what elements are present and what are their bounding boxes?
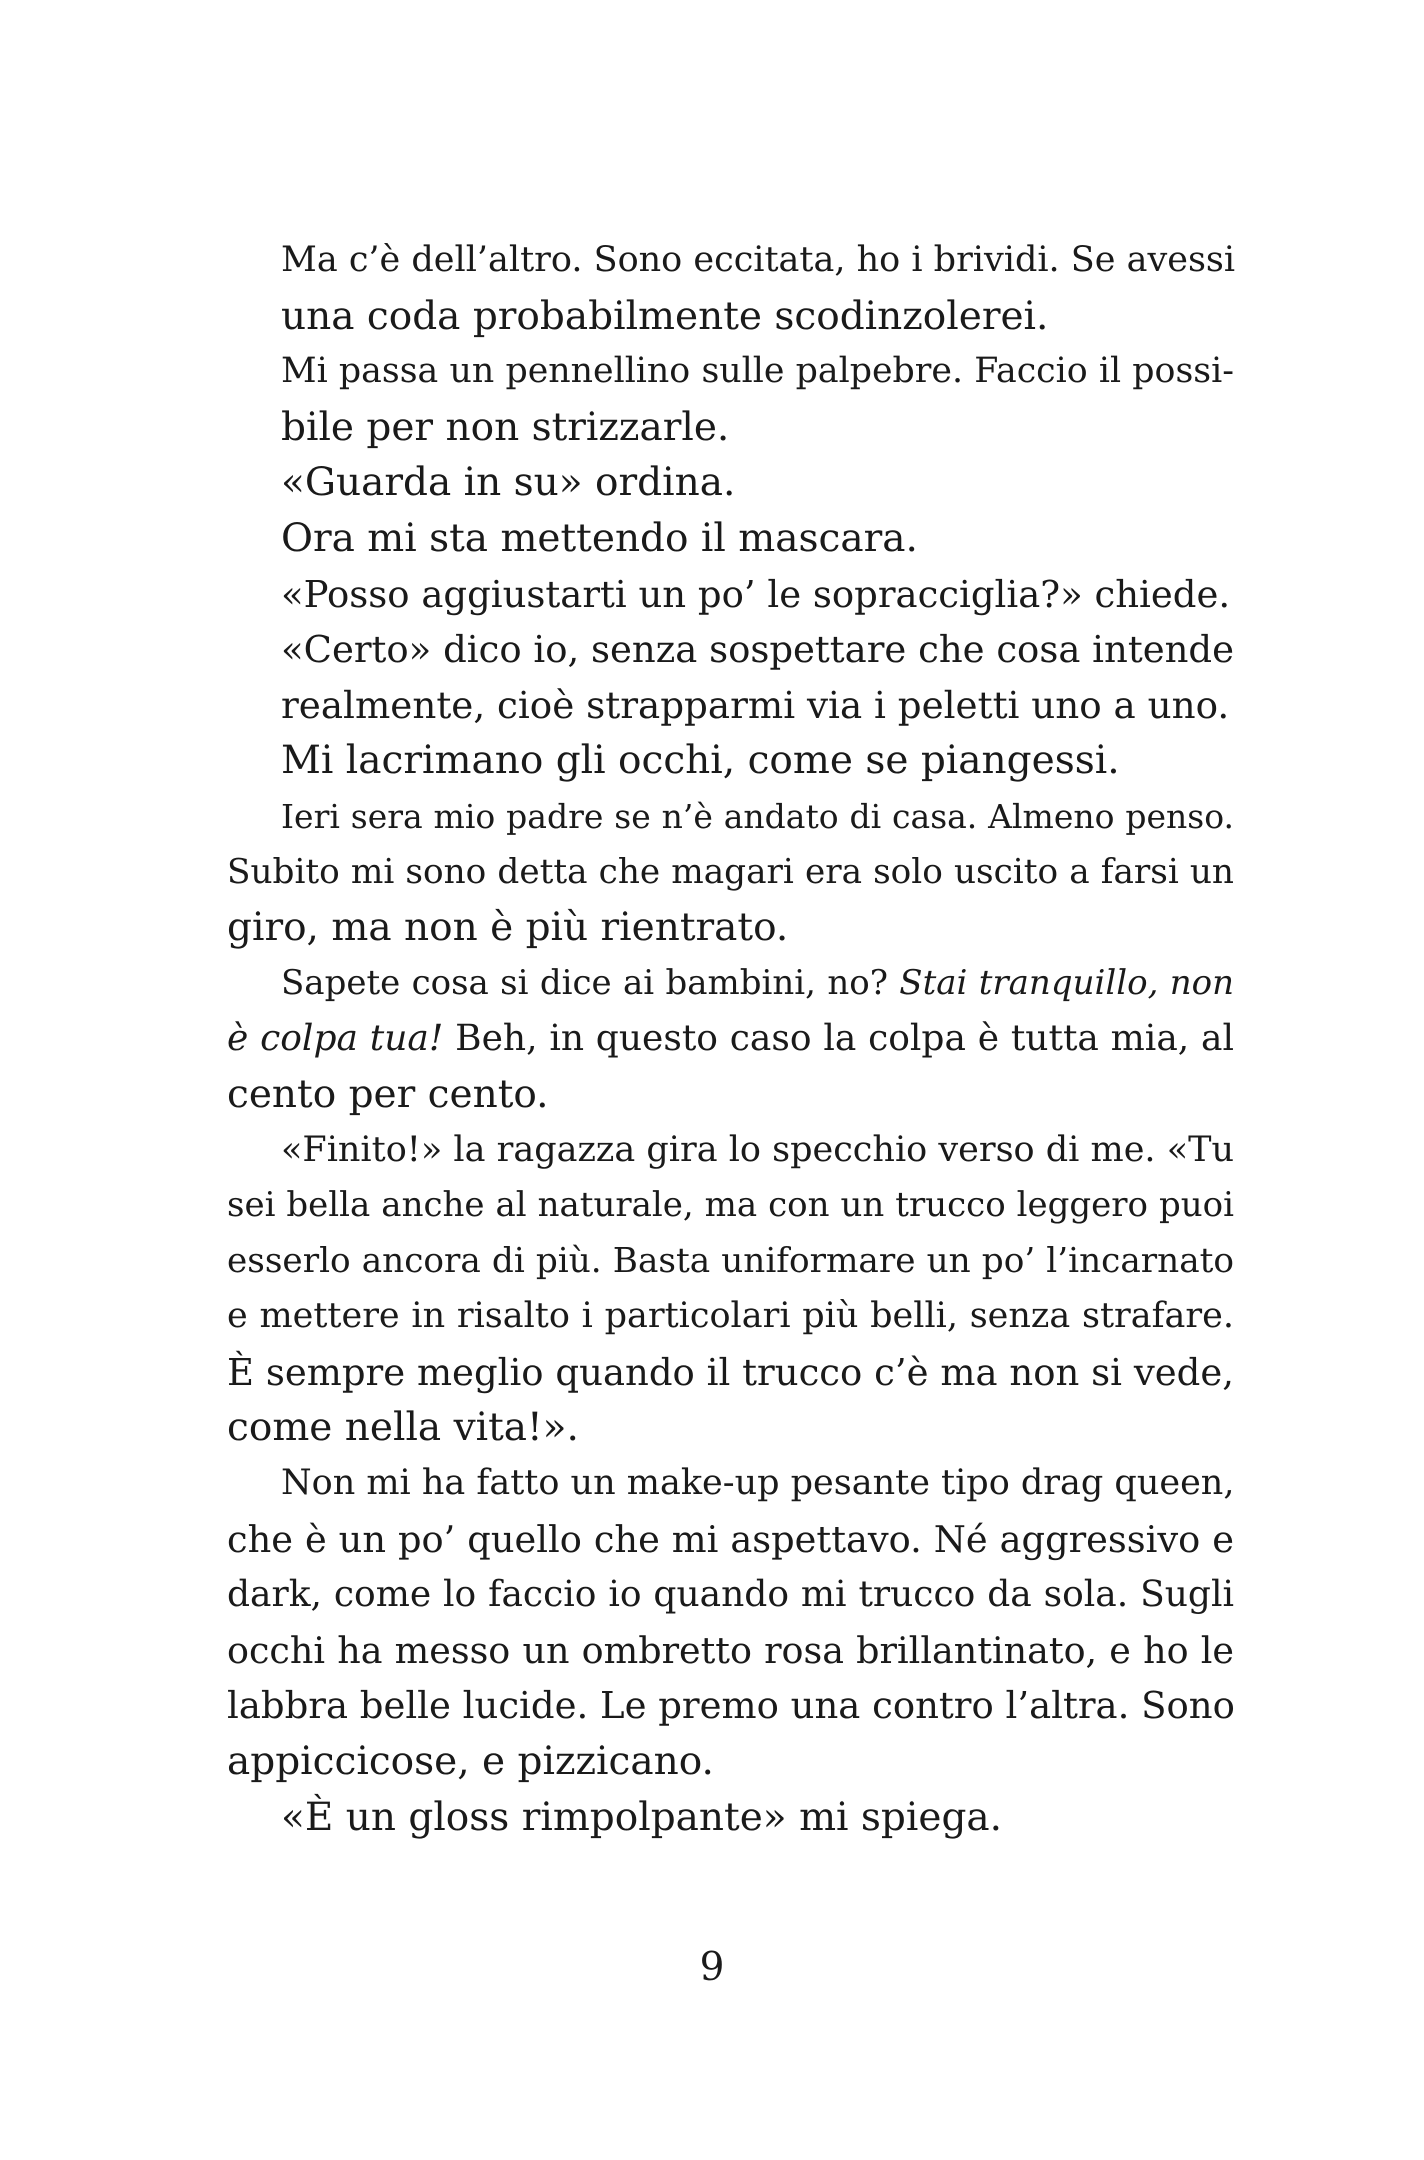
text-line: «Finito!» la ragazza gira lo specchio verso di me. «Tu [281, 1129, 1234, 1170]
text-line: esserlo ancora di più. Basta uniformare un po’ l’incarnato [227, 1240, 1234, 1281]
text-line: dark, come lo faccio io quando mi trucco da sola. Sugli [227, 1574, 1234, 1616]
text-line [227, 1011, 1234, 1067]
italic-text: è colpa tua! [227, 1018, 444, 1060]
text-line: «Certo» dico io, senza sospettare che cosa intende [281, 628, 1234, 672]
paragraph [227, 1456, 1234, 1790]
text-line: cento per cento. [227, 1071, 549, 1117]
text-line: una coda probabilmente scodinzolerei. [281, 293, 1049, 339]
text-run: Beh, in questo caso la colpa è tutta mia, al [443, 1018, 1234, 1060]
paragraph [227, 789, 1234, 956]
text-line: «È un gloss rimpolpante» mi spiega. [281, 1794, 1003, 1840]
text-line: È sempre meglio quando il trucco c’è ma non si vede, [227, 1350, 1234, 1394]
italic-text: Stai tranquillo, non [899, 962, 1234, 1003]
text-line: labbra belle lucide. Le premo una contro l’altra. Sono [227, 1684, 1235, 1728]
text-line: e mettere in risalto i particolari più belli, senza strafare. [227, 1296, 1234, 1337]
text-line: Mi lacrimano gli occhi, come se piangessi. [281, 738, 1120, 784]
paragraph [227, 1790, 1234, 1846]
text-line: che è un po’ quello che mi aspettavo. Né aggressivo e [227, 1517, 1234, 1561]
text-line: giro, ma non è più rientrato. [227, 905, 789, 951]
text-line: bile per non strizzarle. [281, 404, 730, 450]
text-line: «Guarda in su» ordina. [281, 460, 736, 506]
paragraph [227, 344, 1234, 455]
text-line: Ieri sera mio padre se n’è andato di casa. Almeno penso. [281, 796, 1234, 836]
paragraph [227, 233, 1234, 344]
paragraph [227, 455, 1234, 511]
text-run: Sapete cosa si dice ai bambini, no? [281, 962, 900, 1003]
paragraph [227, 567, 1234, 623]
text-line: Ma c’è dell’altro. Sono eccitata, ho i brividi. Se avessi [281, 240, 1236, 280]
text-line: sei bella anche al naturale, ma con un trucco leggero puoi [227, 1185, 1234, 1226]
paragraph [227, 1123, 1234, 1457]
text-line: Mi passa un pennellino sulle palpebre. Faccio il possi- [281, 351, 1234, 392]
paragraph [227, 956, 1234, 1123]
text-line: realmente, cioè strapparmi via i peletti uno a uno. [281, 682, 1230, 727]
paragraph [227, 622, 1234, 733]
page-number: 9 [699, 1945, 725, 1990]
text-line: «Posso aggiustarti un po’ le sopracciglia?» chiede. [281, 572, 1231, 616]
paragraph [227, 733, 1234, 789]
text-line [227, 956, 1234, 1012]
text-line: come nella vita!». [227, 1405, 579, 1451]
text-line: Subito mi sono detta che magari era solo uscito a farsi un [227, 851, 1234, 892]
text-line: Ora mi sta mettendo il mascara. [281, 515, 918, 561]
text-line: Non mi ha fatto un make-up pesante tipo drag queen, [281, 1463, 1235, 1504]
text-line: appiccicose, e pizzicano. [227, 1739, 714, 1785]
paragraph [227, 511, 1234, 567]
body-text [227, 233, 1234, 1845]
text-line: occhi ha messo un ombretto rosa brillantinato, e ho le [227, 1628, 1234, 1672]
